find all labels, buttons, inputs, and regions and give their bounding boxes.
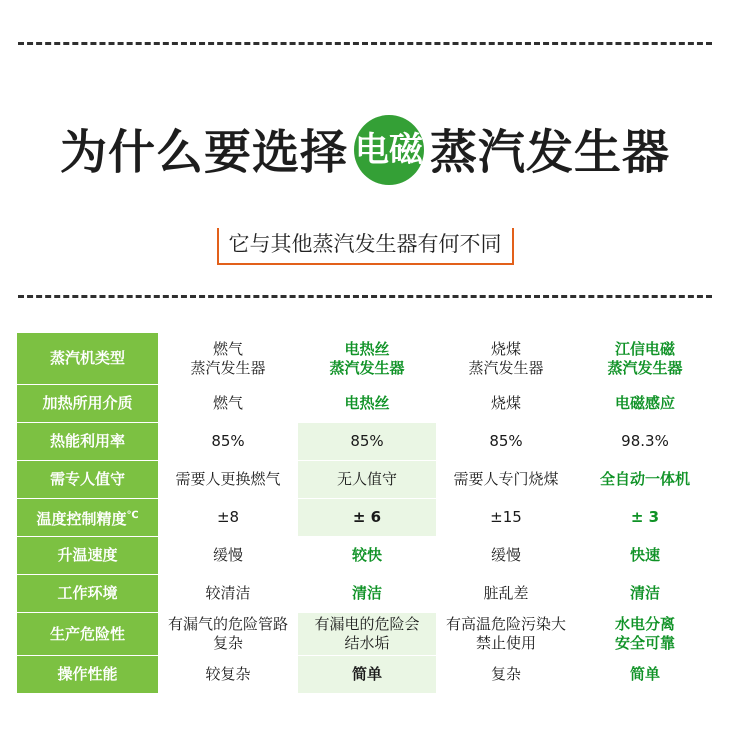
cell-precision-gas: ±8 [159,499,298,537]
cell-attendance-wire: 无人值守 [298,461,437,499]
table-header-coal-line1: 烧煤 [490,339,521,358]
row-label-risk: 生产危险性 [17,613,159,656]
row-label-attendance: 需专人值守 [17,461,159,499]
cell-risk-gas-line1: 有漏气的危险管路 [167,615,288,633]
cell-environment-ours: 清洁 [576,575,715,613]
cell-precision-ours: ± 3 [576,499,715,537]
table-row [17,613,715,656]
row-label-medium: 加热所用介质 [17,385,159,423]
cell-risk-coal-line1: 有高温危险污染大 [445,615,566,633]
table-row [17,461,715,499]
cell-attendance-gas: 需要人更换燃气 [159,461,298,499]
headline-part1: 为什么要选择 [60,125,348,181]
table-header-gas-line2: 蒸汽发生器 [190,358,266,377]
page-title [0,118,730,189]
subtitle-text: 它与其他蒸汽发生器有何不同 [217,228,514,265]
row-label-precision [17,499,159,537]
cell-heatup-gas: 缓慢 [159,537,298,575]
table-header-wire [298,333,437,385]
cell-risk-wire [298,613,437,656]
cell-environment-gas: 较清洁 [159,575,298,613]
cell-heatup-coal: 缓慢 [437,537,576,575]
table-header-row [17,333,715,385]
cell-precision-coal: ±15 [437,499,576,537]
cell-operation-ours: 简单 [576,656,715,694]
table-header-coal [437,333,576,385]
table-row [17,656,715,694]
table-header-ours [576,333,715,385]
table-row [17,385,715,423]
cell-medium-wire: 电热丝 [298,385,437,423]
cell-operation-wire: 简单 [298,656,437,694]
row-label-precision-unit: ℃ [126,510,139,521]
cell-heatup-wire: 较快 [298,537,437,575]
cell-risk-wire-line1: 有漏电的危险会 [314,615,420,633]
cell-environment-wire: 清洁 [298,575,437,613]
cell-risk-ours [576,613,715,656]
page-subtitle [0,228,730,265]
cell-risk-ours-line1: 水电分离 [614,615,675,633]
row-label-operation: 操作性能 [17,656,159,694]
cell-risk-coal-line2: 禁止使用 [475,634,536,652]
cell-medium-coal: 烧煤 [437,385,576,423]
table-row [17,537,715,575]
cell-medium-ours: 电磁感应 [576,385,715,423]
cell-efficiency-wire: 85% [298,423,437,461]
cell-operation-gas: 较复杂 [159,656,298,694]
cell-risk-gas [159,613,298,656]
headline-badge-electromagnetic: 电磁 [354,115,424,185]
cell-risk-coal [437,613,576,656]
row-label-environment: 工作环境 [17,575,159,613]
table-row [17,499,715,537]
table-header-ours-line1: 江信电磁 [614,339,675,358]
table-header-ours-line2: 蒸汽发生器 [607,358,683,377]
divider-top [18,42,712,45]
cell-risk-wire-line2: 结水垢 [344,634,390,652]
row-label-efficiency: 热能利用率 [17,423,159,461]
cell-precision-wire: ± 6 [298,499,437,537]
divider-bottom [18,295,712,298]
cell-environment-coal: 脏乱差 [437,575,576,613]
table-header-wire-line2: 蒸汽发生器 [329,358,405,377]
cell-operation-coal: 复杂 [437,656,576,694]
table-header-coal-line2: 蒸汽发生器 [468,358,544,377]
table-header-gas [159,333,298,385]
table-header-wire-line1: 电热丝 [344,339,390,358]
cell-risk-gas-line2: 复杂 [212,634,243,652]
row-label-precision-text: 温度控制精度 [36,510,127,528]
cell-attendance-ours: 全自动一体机 [576,461,715,499]
comparison-table-wrapper [16,332,714,694]
comparison-table [16,332,715,694]
cell-attendance-coal: 需要人专门烧煤 [437,461,576,499]
table-row [17,575,715,613]
cell-medium-gas: 燃气 [159,385,298,423]
row-label-heatup: 升温速度 [17,537,159,575]
cell-risk-ours-line2: 安全可靠 [614,634,675,652]
table-header-label: 蒸汽机类型 [17,333,159,385]
cell-efficiency-gas: 85% [159,423,298,461]
table-header-gas-line1: 燃气 [212,339,243,358]
cell-efficiency-ours: 98.3% [576,423,715,461]
cell-efficiency-coal: 85% [437,423,576,461]
cell-heatup-ours: 快速 [576,537,715,575]
table-row [17,423,715,461]
headline-part2: 蒸汽发生器 [430,125,670,181]
